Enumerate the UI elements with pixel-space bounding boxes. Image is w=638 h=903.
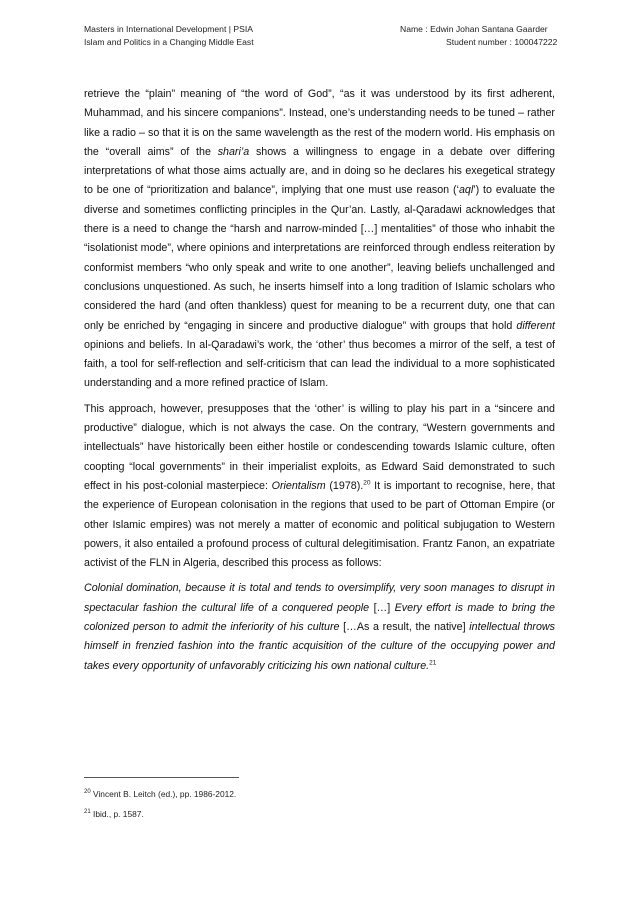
body-text: [84, 85, 555, 682]
term-different: different: [516, 319, 555, 332]
footnote-21-text: Ibid., p. 1587.: [90, 809, 144, 819]
footnote-20-text: Vincent B. Leitch (ed.), pp. 1986-2012.: [90, 789, 237, 799]
term-aql: aql: [458, 184, 474, 197]
footnote-20-number: 20: [84, 789, 91, 796]
paragraph-1-part-4: opinions and beliefs. In al-Qaradawi’s work, the ‘other’ thus becomes a mirror of the self, a test of faith, a tool for self-reflection and self-criticism that can lead the individual to a more sophisticated understanding and a more refined practice of Islam.: [84, 338, 555, 390]
term-sharia: shari’a: [217, 145, 250, 158]
paragraph-1-part-1: retrieve the “plain” meaning of “the word of God”, “as it was understood by its first adherent, Muhammad, and his sincere companions”. Instead, one’s understanding needs to be tuned – rather like a radio – so that it is on the same wavelength as the rest of the modern world. His emphasis on the “overall aims” of the: [84, 88, 555, 158]
header-program: Masters in International Development | PSIA: [84, 24, 253, 34]
footnote-ref-20[interactable]: 20: [363, 479, 371, 487]
paragraph-1-part-3: ’) to evaluate the diverse and sometimes conflicting principles in the Qur’an. Lastly, al-Qaradawi acknowledges that there is a need to change the “harsh and narrow-minded […] mentalities” of those who inhabit the “isolationist mode”, where opinions and interpretations are reinforced through endless reiteration by conformist members “who only speak and write to one another”, leaving beliefs unchallenged and conclusions unquestioned. As such, he inserts himself into a long tradition of Islamic scholars who considered the hard (and often thankless) quest for meaning to be a recurrent duty, one that can only be enriched by “engaging in sincere and productive dialogue” with groups that hold: [84, 184, 555, 332]
header-left: [84, 23, 254, 49]
header-course: Islam and Politics in a Changing Middle East: [84, 37, 254, 47]
title-orientalism: Orientalism: [271, 479, 326, 492]
footnote-ref-21[interactable]: 21: [429, 659, 437, 667]
block-quote: [84, 579, 555, 675]
paragraph-2: [84, 400, 555, 574]
footnote-separator: [84, 777, 239, 778]
quote-part-3: intellectual throws himself in frenzied fashion into the frantic acquisition of the culture of the occupying power and takes every opportunity of unfavorably criticizing his own national culture.: [84, 621, 555, 672]
footnote-21: [84, 808, 144, 820]
header-name: Name : Edwin Johan Santana Gaarder: [400, 24, 548, 34]
header-right: [400, 23, 557, 49]
paragraph-1: [84, 85, 555, 394]
quote-part-2: Every effort is made to bring the colonized person to admit the inferiority of his culture: [84, 601, 555, 634]
footnote-20: [84, 788, 236, 800]
footnote-21-number: 21: [84, 809, 91, 816]
paragraph-2-part-2: (1978).: [325, 479, 364, 492]
paragraph-2-part-3: It is important to recognise, here, that the experience of European colonisation in the regions that used to be part of Ottoman Empire (or other Islamic empires) was not merely a matter of economic and political subjugation to Western powers, it also entailed a profound process of cultural delegitimisation. Frantz Fanon, an expatriate activist of the FLN in Algeria, described this process as follows:: [84, 479, 556, 570]
paragraph-2-part-1: This approach, however, presupposes that the ‘other’ is willing to play his part in a “sincere and productive” dialogue, which is not always the case. On the contrary, “Western governments and intellectuals” have historically been either hostile or condescending towards Islamic culture, often coopting “local governments” in their imperialist exploits, as Edward Said demonstrated to such effect in his post-colonial masterpiece:: [84, 402, 555, 492]
quote-ellipsis: […]: [369, 601, 395, 614]
quote-bracket: […As a result, the native]: [339, 621, 470, 634]
header-student-number: Student number : 100047222: [446, 37, 558, 47]
quote-part-1: Colonial domination, because it is total and tends to oversimplify, very soon manages to disrupt in spectacular fashion the cultural life of a conquered people: [84, 582, 555, 614]
paragraph-1-part-2: shows a willingness to engage in a debate over differing interpretations of what those aims actually are, and in doing so he declares his exegetical strategy to be one of “prioritization and balance”, implying that one must use reason (‘: [84, 145, 556, 197]
